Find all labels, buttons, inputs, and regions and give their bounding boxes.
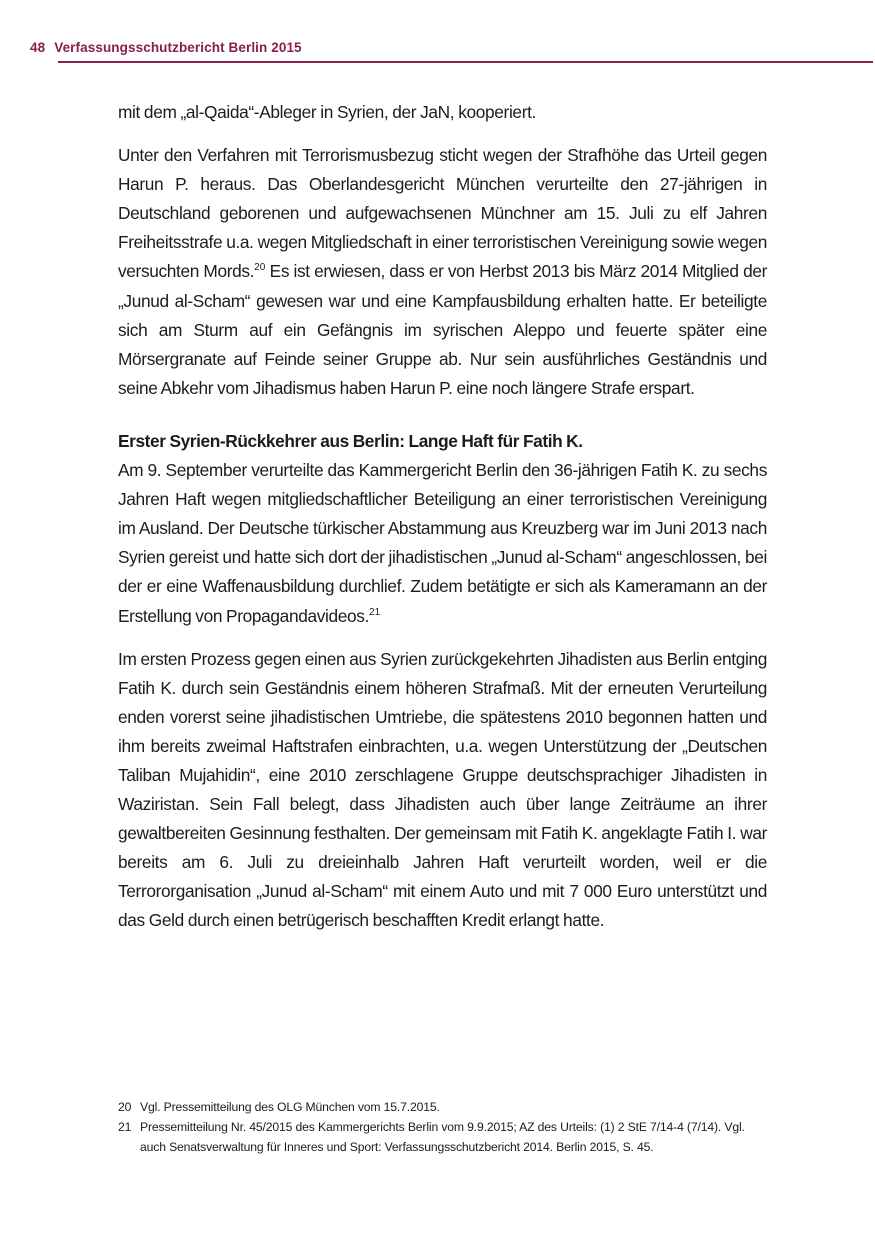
footnote-number: 21 <box>118 1119 132 1134</box>
footnote-text: Pressemitteilung Nr. 45/2015 des Kammergerichts Berlin vom 9.9.2015; AZ des Urteils: (1) 2 StE 7/14-4 (7/14). Vgl. auch Senatsverwaltung für Inneres und Sport: Verfassungsschutzbericht 2014. Berlin 2015, S. 45. <box>140 1119 745 1154</box>
paragraph-3-text: Am 9. September verurteilte das Kammergericht Berlin den 36-jährigen Fatih K. zu sechs Jahren Haft wegen mitgliedschaftlicher Beteiligung an einer terroristischen Vereinigung im Ausland. Der Deutsche türkischer Abstammung aus Kreuzberg war im Juni 2013 nach Syrien gereist und hatte sich dort der jihadistischen „Junud al-Scham“ angeschlossen, bei der er eine Waffenausbildung durchlief. Zudem betätigte er sich als Kameramann an der Erstellung von Propagandavideos. <box>118 460 767 626</box>
running-header <box>30 40 302 55</box>
paragraph-1: mit dem „al-Qaida“-Ableger in Syrien, der JaN, kooperiert. <box>118 102 537 122</box>
footnotes <box>118 1098 770 1157</box>
paragraph-2 <box>118 141 767 403</box>
footnote-21 <box>118 1118 770 1158</box>
paragraph-2-text-b: Es ist erwiesen, dass er von Herbst 2013 bis März 2014 Mitglied der „Junud al-Scham“ gewesen war und eine Kampfausbildung erhalten hatte. Er beteiligte sich am Sturm auf ein Gefängnis im syrischen Aleppo und feuerte später eine Mörsergranate auf Feinde seiner Gruppe ab. Nur sein ausführliches Geständnis und seine Abkehr vom Jihadismus haben Harun P. eine noch längere Strafe erspart. <box>118 261 768 398</box>
paragraph-2-text-a: Unter den Verfahren mit Terrorismusbezug sticht wegen der Strafhöhe das Urteil gegen Harun P. heraus. Das Oberlandesgericht München verurteilte den 27-jährigen in Deutschland geborenen und aufgewachsenen Münchner am 15. Juli zu elf Jahren Freiheitsstrafe u.a. wegen Mitgliedschaft in einer terroristischen Vereinigung sowie wegen versuchten Mords. <box>118 145 767 282</box>
page-number: 48 <box>30 40 46 55</box>
paragraph-4: Im ersten Prozess gegen einen aus Syrien zurückgekehrten Jihadisten aus Berlin entging Fatih K. durch sein Geständnis einem höheren Strafmaß. Mit der erneuten Verurteilung enden vorerst seine jihadistischen Umtriebe, die spätestens 2010 begonnen hatten und ihm bereits zweimal Haftstrafen einbrachten, u.a. wegen Unterstützung der „Deutschen Taliban Mujahidin“, eine 2010 zerschlagene Gruppe deutschsprachiger Jihadisten in Waziristan. Sein Fall belegt, dass Jihadisten auch über lange Zeiträume an ihrer gewaltbereiten Gesinnung festhalten. Der gemeinsam mit Fatih K. angeklagte Fatih I. war bereits am 6. Juli zu dreieinhalb Jahren Haft verurteilt worden, weil er die Terrororganisation „Junud al-Scham“ mit einem Auto und mit 7 000 Euro unterstützt und das Geld durch einen betrügerisch beschafften Kredit erlangt hatte. <box>118 648 767 931</box>
footnote-number: 20 <box>118 1100 132 1114</box>
paragraph-3 <box>118 456 767 631</box>
footnote-20 <box>118 1098 770 1118</box>
publication-title: Verfassungsschutzbericht Berlin 2015 <box>54 40 302 55</box>
header-rule <box>58 61 873 63</box>
footnote-ref-20: 20 <box>254 262 266 274</box>
footnote-text: Vgl. Pressemitteilung des OLG München vom 15.7.2015. <box>140 1100 440 1114</box>
section-heading: Erster Syrien-Rückkehrer aus Berlin: Lange Haft für Fatih K. <box>118 430 583 451</box>
footnote-ref-21: 21 <box>369 606 381 618</box>
main-text <box>118 98 767 936</box>
